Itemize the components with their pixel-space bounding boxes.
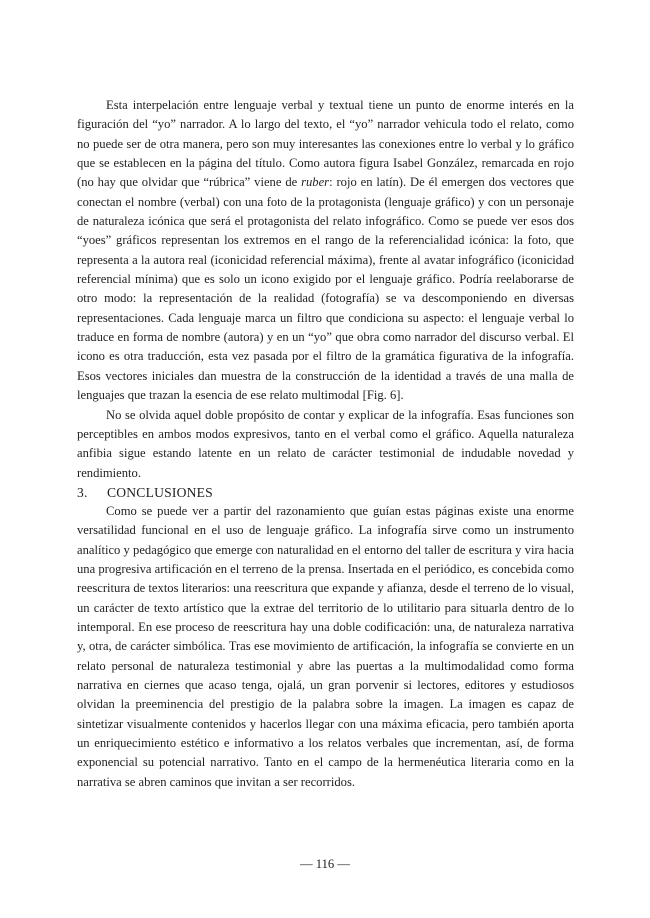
paragraph-1-text-b: : rojo en latín). De él emergen dos vectores que conectan el nombre (verbal) con una foto de la protagonista (lenguaje gráfico) y con un personaje de naturaleza icónica que será el protagonista del relato infográfico. Como se puede ver esos dos “yoes” gráficos representan los extremos en el rango de la referencialidad icónica: la foto, que representa a la autora real (iconicidad referencial máxima), frente al avatar infográfico (iconicidad referencial mínima) que es solo un icono exigido por el lenguaje gráfico. Podría reelaborarse de otro modo: la representación de la realidad (fotografía) se va descomponiendo en diversas representaciones. Cada lenguaje marca un filtro que condiciona su aspecto: el lenguaje verbal lo traduce en forma de nombre (autora) y en un “yo” que obra como narrador del discurso verbal. El icono es otra traducción, esta vez pasada por el filtro de la gramática figurativa de la infografía. Esos vectores iniciales dan muestra de la construcción de la identidad a través de una malla de lenguajes que trazan la esencia de ese relato multimodal [Fig. 6]. [77, 175, 574, 403]
body-text [77, 96, 574, 792]
paragraph-1 [77, 96, 574, 406]
page-number: — 116 — [300, 857, 350, 871]
section-number: 3. [77, 484, 88, 500]
italic-term-ruber: ruber [301, 175, 330, 190]
section-heading [77, 483, 574, 502]
paragraph-3: Como se puede ver a partir del razonamiento que guían estas páginas existe una enorme versatilidad funcional en el uso de lenguaje gráfico. La infografía sirve como un instrumento analítico y pedagógico que emerge con naturalidad en el entorno del taller de escritura y vira hacia una progresiva artificación en el terreno de la prensa. Insertada en el periódico, es concebida como reescritura de textos literarios: una reescritura que expande y afianza, desde el terreno de lo visual, un carácter de texto artístico que la extrae del territorio de lo utilitario para situarla dentro de lo intemporal. En ese proceso de reescritura hay una doble codificación: una, de naturaleza narrativa y, otra, de carácter simbólica. Tras ese movimiento de artificación, la infografía se convierte en un relato personal de naturaleza testimonial y abre las puertas a la multimodalidad como forma narrativa en ciernes que acaso tenga, ojalá, un gran porvenir si lectores, editores y estudiosos olvidan la preeminencia del prestigio de la palabra sobre la imagen. La imagen es capaz de sintetizar visualmente contenidos y hacerlos llegar con una máxima eficacia, pero también aporta un enriquecimiento estético e informativo a los relatos verbales que incrementan, así, de forma exponencial su potencial narrativo. Tanto en el campo de la hermenéutica literaria como en la narrativa se abren caminos que invitan a ser recorridos. [77, 503, 574, 789]
section-title: CONCLUSIONES [107, 484, 213, 500]
paragraph-1-text-a: Esta interpelación entre lenguaje verbal y textual tiene un punto de enorme interés en la figuración del “yo” narrador. A lo largo del texto, el “yo” narrador vehicula todo el relato, como no puede ser de otra manera, pero son muy interesantes las conexiones entre lo verbal y lo gráfico que se establecen en la página del título. Como autora figura Isabel González, remarcada en rojo (no hay que olvidar que “rúbrica” viene de [77, 98, 574, 190]
paragraph-2: No se olvida aquel doble propósito de contar y explicar de la infografía. Esas funciones son perceptibles en ambos modos expresivos, tanto en el verbal como el gráfico. Aquella naturaleza anfibia sigue estando latente en un relato de carácter testimonial de indudable novedad y rendimiento. [77, 407, 574, 480]
